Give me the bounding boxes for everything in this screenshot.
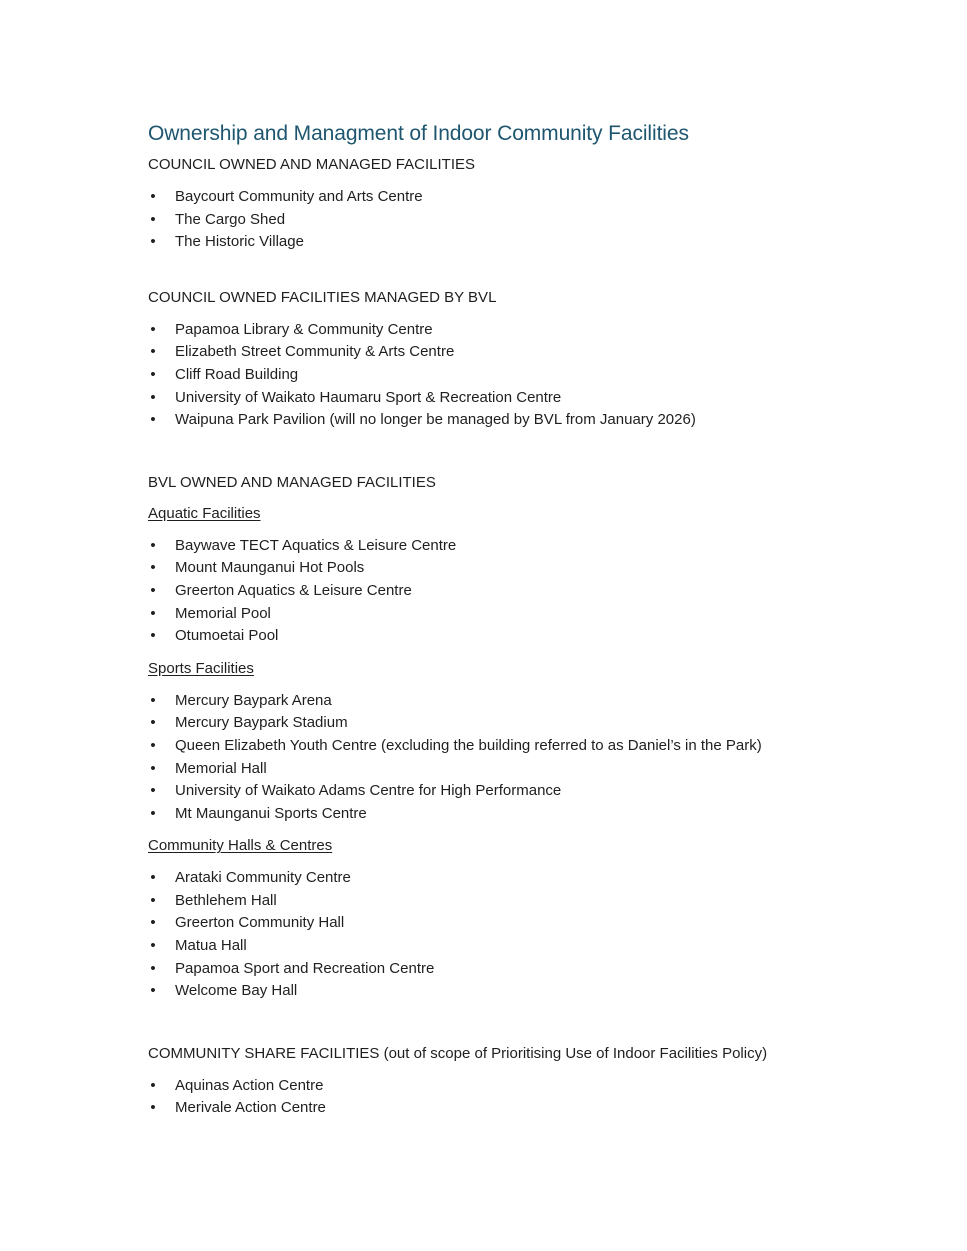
bullet-icon: • <box>150 937 156 955</box>
list-item: • Aquinas Action Centre <box>148 1075 928 1098</box>
bullet-icon: • <box>150 536 156 554</box>
bullet-icon: • <box>150 736 156 754</box>
bullet-icon: • <box>150 210 156 228</box>
bullet-icon: • <box>150 411 156 429</box>
list-item: • The Historic Village <box>148 231 928 254</box>
bullet-icon: • <box>150 914 156 932</box>
list-item: • University of Waikato Haumaru Sport & Recreation Centre <box>148 387 928 410</box>
list-item: • Waipuna Park Pavilion (will no longer be managed by BVL from January 2026) <box>148 409 928 432</box>
list-item: • Arataki Community Centre <box>148 867 928 890</box>
list-item: • The Cargo Shed <box>148 209 928 232</box>
section-heading-community-share: COMMUNITY SHARE FACILITIES (out of scope of Prioritising Use of Indoor Facilities Policy) <box>148 1044 768 1062</box>
list-item: • Papamoa Sport and Recreation Centre <box>148 958 928 981</box>
bullet-icon: • <box>150 604 156 622</box>
bullet-icon: • <box>150 188 156 205</box>
bullet-icon: • <box>150 782 156 800</box>
list-item: • Baywave TECT Aquatics & Leisure Centre <box>148 535 928 558</box>
list-item: • Baycourt Community and Arts Centre <box>148 186 928 209</box>
subheading-community-halls: Community Halls & Centres <box>148 837 333 855</box>
bullet-icon: • <box>150 804 156 822</box>
section-heading-council-owned-managed: COUNCIL OWNED AND MANAGED FACILITIES <box>148 156 475 173</box>
list-item: • Bethlehem Hall <box>148 890 928 913</box>
list-item: • Merivale Action Centre <box>148 1097 928 1120</box>
section-heading-council-owned-bvl-managed: COUNCIL OWNED FACILITIES MANAGED BY BVL <box>148 288 497 306</box>
bullet-icon: • <box>150 388 156 406</box>
bullet-icon: • <box>150 559 156 577</box>
list-item: • Mt Maunganui Sports Centre <box>148 803 928 826</box>
bullet-icon: • <box>150 891 156 909</box>
list-item: • Greerton Aquatics & Leisure Centre <box>148 580 928 603</box>
bullet-icon: • <box>150 365 156 383</box>
bullet-list <box>148 319 928 432</box>
subheading-aquatic-facilities: Aquatic Facilities <box>148 504 261 522</box>
bullet-icon: • <box>150 1099 156 1117</box>
list-item: • Welcome Bay Hall <box>148 980 928 1003</box>
bullet-icon: • <box>150 1076 156 1094</box>
list-item: • Memorial Pool <box>148 603 928 626</box>
bullet-icon: • <box>150 343 156 361</box>
bullet-icon: • <box>150 320 156 338</box>
bullet-list <box>148 867 928 1003</box>
document-page <box>148 119 928 1120</box>
list-item: • University of Waikato Adams Centre for High Performance <box>148 780 928 803</box>
list-item: • Otumoetai Pool <box>148 625 928 648</box>
list-item: • Queen Elizabeth Youth Centre (excluding the building referred to as Daniel’s in the Park) <box>148 735 928 758</box>
bullet-icon: • <box>150 714 156 732</box>
subheading-sports-facilities: Sports Facilities <box>148 659 254 677</box>
list-item: • Matua Hall <box>148 935 928 958</box>
list-item: • Elizabeth Street Community & Arts Centre <box>148 341 928 364</box>
bullet-icon: • <box>150 759 156 777</box>
list-item: • Papamoa Library & Community Centre <box>148 319 928 342</box>
list-item: • Mercury Baypark Stadium <box>148 712 928 735</box>
list-item: • Cliff Road Building <box>148 364 928 387</box>
bullet-icon: • <box>150 627 156 645</box>
bullet-icon: • <box>150 581 156 599</box>
bullet-icon: • <box>150 982 156 1000</box>
section-heading-bvl-owned-managed: BVL OWNED AND MANAGED FACILITIES <box>148 473 436 491</box>
bullet-icon: • <box>150 233 156 251</box>
bullet-icon: • <box>150 691 156 709</box>
list-item: • Mount Maunganui Hot Pools <box>148 557 928 580</box>
list-item: • Mercury Baypark Arena <box>148 690 928 713</box>
bullet-list <box>148 1075 928 1120</box>
list-item: • Greerton Community Hall <box>148 912 928 935</box>
bullet-icon: • <box>150 959 156 977</box>
document-title: Ownership and Managment of Indoor Community Facilities <box>148 122 689 145</box>
bullet-list <box>148 690 928 826</box>
bullet-list <box>148 535 928 648</box>
bullet-icon: • <box>150 869 156 887</box>
list-item: • Memorial Hall <box>148 758 928 781</box>
bullet-list <box>148 186 928 254</box>
